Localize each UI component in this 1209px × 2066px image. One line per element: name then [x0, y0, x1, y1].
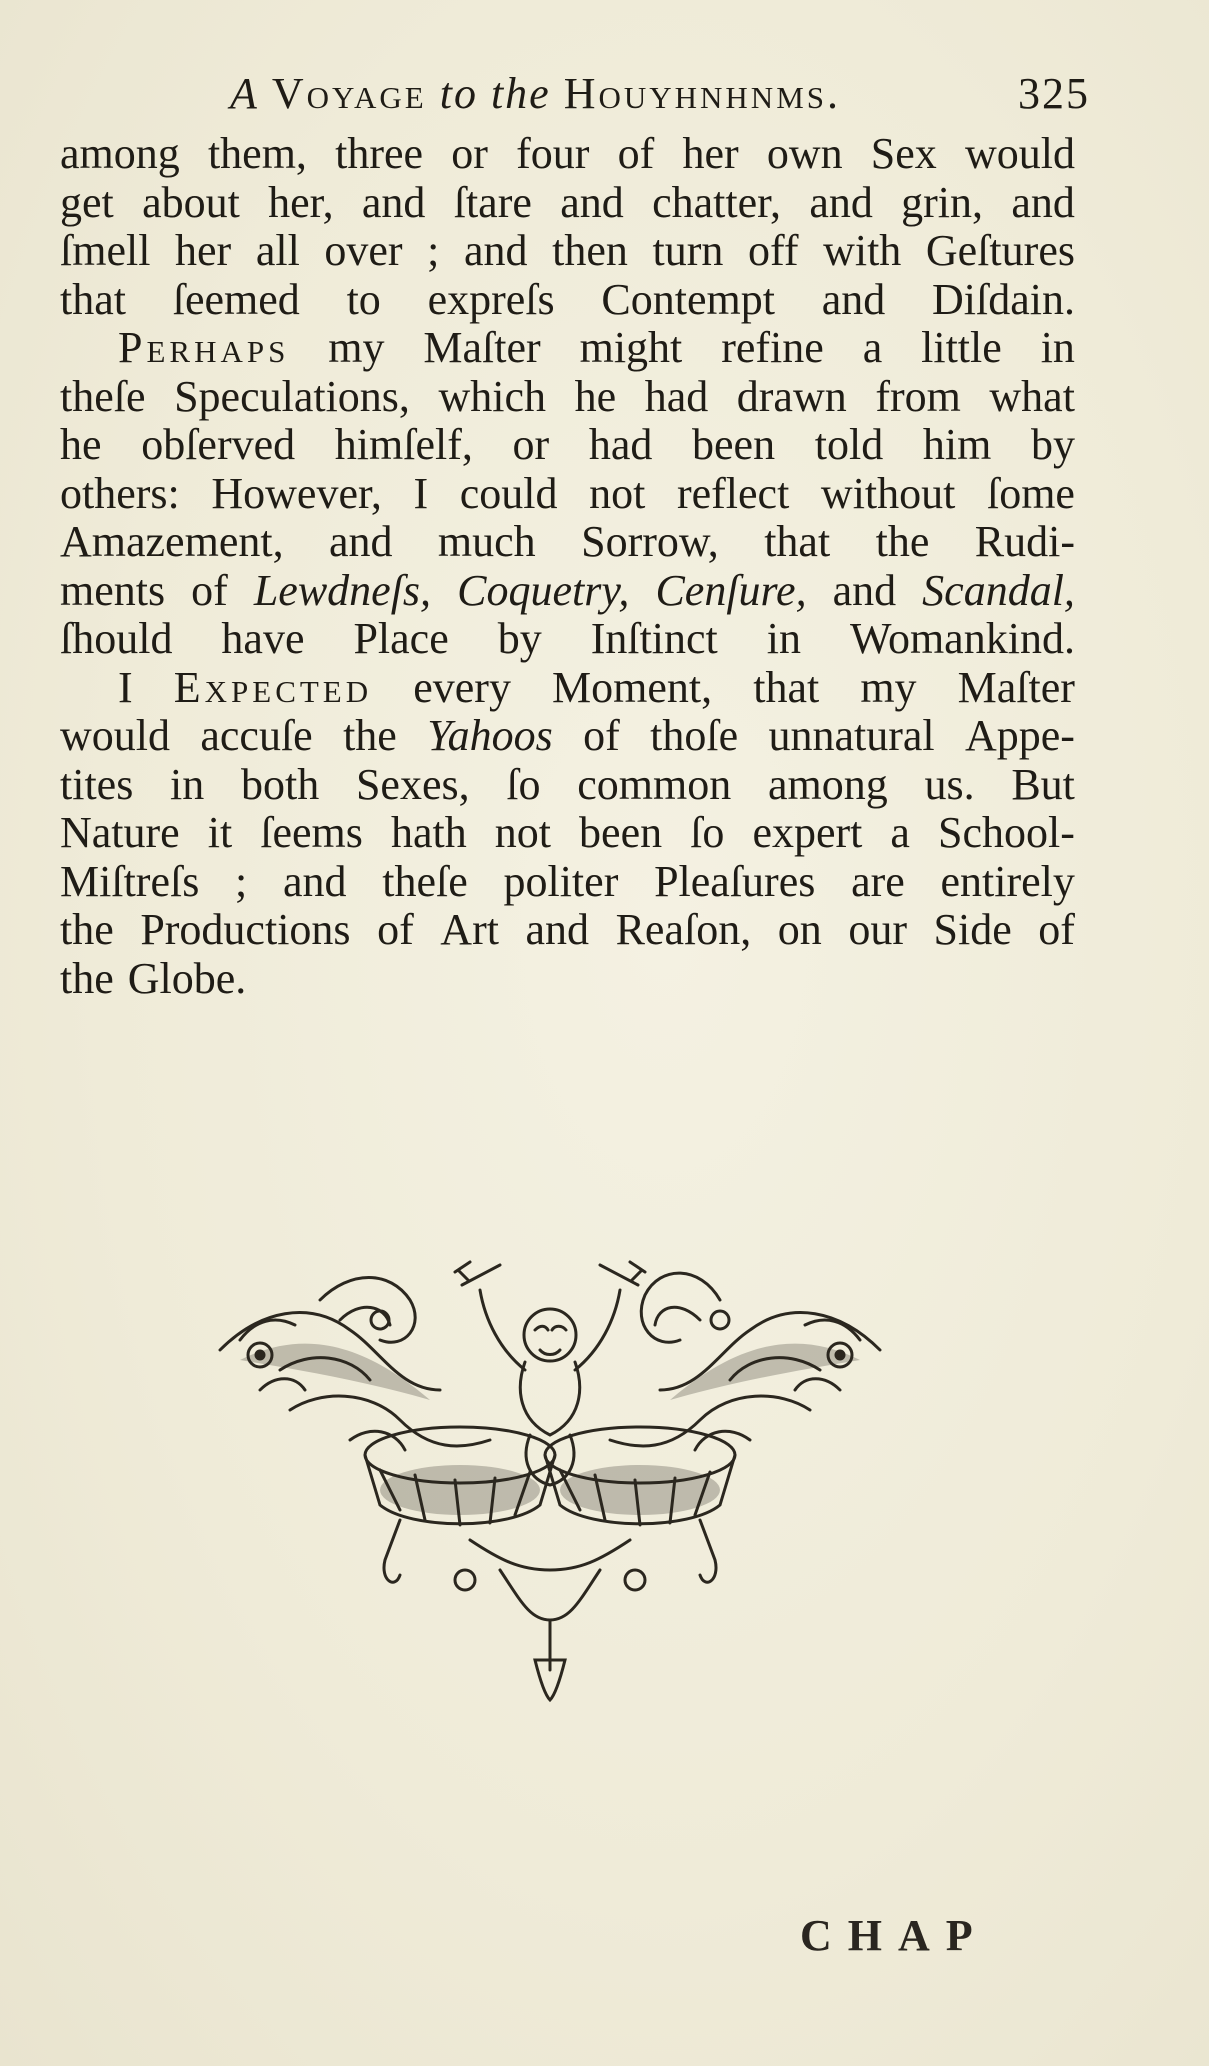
- word: expreſs: [427, 274, 555, 324]
- running-head: [220, 68, 1090, 128]
- word: told: [814, 420, 884, 469]
- text-line: [60, 712, 1075, 761]
- word: much: [437, 517, 536, 566]
- word: Art: [440, 905, 499, 954]
- word: have: [221, 614, 305, 663]
- word: our: [848, 905, 907, 954]
- word: been: [692, 420, 776, 469]
- word: accuſe: [200, 711, 313, 760]
- word: reflect: [676, 468, 790, 518]
- word: Sex: [870, 129, 937, 178]
- running-title-voyage: Voyage: [271, 69, 427, 118]
- text-line: [60, 761, 1075, 810]
- body-text: [60, 130, 1075, 1003]
- word: or: [512, 420, 550, 469]
- word: the: [60, 953, 114, 1003]
- word: ſeemed: [172, 274, 300, 324]
- word: get: [60, 177, 114, 227]
- text-line: [60, 664, 1075, 713]
- word: Yahoos: [427, 711, 553, 760]
- word: my: [328, 323, 385, 372]
- word: the: [875, 517, 930, 566]
- word: and: [1011, 177, 1075, 227]
- word: or: [451, 129, 488, 178]
- text-line: [60, 809, 1075, 858]
- word: politer: [503, 856, 619, 906]
- text-line: [60, 567, 1075, 616]
- word: he: [60, 420, 102, 469]
- word: drawn: [736, 371, 847, 421]
- word: us.: [924, 759, 975, 809]
- word: Expected: [173, 662, 373, 712]
- word: School-: [938, 808, 1075, 857]
- word: Side: [933, 905, 1012, 954]
- word: from: [875, 371, 961, 421]
- word: in: [1040, 323, 1075, 372]
- text-line: [60, 906, 1075, 955]
- word: four: [516, 129, 590, 178]
- word: Contempt: [601, 274, 775, 324]
- word: ſo: [690, 808, 725, 857]
- word: Geſtures: [925, 226, 1075, 275]
- word: ſtare: [453, 177, 532, 227]
- word: entirely: [940, 856, 1075, 906]
- text-line: [60, 227, 1075, 276]
- word: obſerved: [141, 420, 296, 469]
- word: and: [525, 905, 590, 954]
- word: might: [579, 323, 683, 372]
- word: he: [574, 371, 617, 421]
- word: Sorrow,: [581, 517, 719, 566]
- word: and: [464, 226, 528, 275]
- ornament-vignette: [200, 1240, 900, 1710]
- word: and: [809, 177, 873, 227]
- word: of: [377, 905, 414, 954]
- word: Lewdneſs,: [253, 565, 432, 615]
- word: and: [283, 856, 347, 906]
- word: Maſter: [957, 662, 1075, 712]
- text-line: [60, 518, 1075, 567]
- word: not: [494, 808, 551, 857]
- word: every: [413, 662, 511, 712]
- word: Coquetry,: [457, 565, 630, 615]
- word: Reaſon,: [615, 905, 752, 954]
- word: ;: [427, 226, 440, 275]
- page-number: 325: [1018, 69, 1090, 118]
- word: Appe-: [965, 711, 1075, 760]
- word: I: [413, 468, 429, 518]
- word: Nature: [60, 808, 180, 857]
- running-title: [230, 68, 841, 119]
- word: However,: [211, 468, 382, 518]
- word: off: [747, 226, 799, 275]
- word: to: [346, 274, 381, 324]
- word: her,: [268, 177, 334, 227]
- word: of: [617, 129, 655, 178]
- word: ;: [235, 856, 248, 906]
- text-line: [60, 179, 1075, 228]
- word: expert: [752, 808, 863, 857]
- word: own: [766, 129, 843, 178]
- word: theſe: [60, 371, 146, 421]
- word: common: [577, 759, 732, 809]
- word: not: [589, 468, 646, 518]
- word: Moment,: [552, 662, 713, 712]
- word: had: [588, 420, 653, 469]
- word: three: [335, 129, 424, 178]
- word: with: [823, 226, 902, 275]
- text-line: [60, 858, 1075, 907]
- text-line: [60, 130, 1075, 179]
- text-line: [60, 615, 1075, 664]
- text-line: [60, 324, 1075, 373]
- word: grin,: [901, 177, 984, 227]
- word: ſo: [506, 759, 541, 809]
- word: about: [142, 177, 240, 227]
- word: and: [361, 177, 426, 227]
- word: Speculations,: [174, 371, 410, 421]
- word: Diſdain.: [932, 274, 1075, 324]
- word: Scandal,: [922, 565, 1075, 615]
- word: then: [552, 226, 628, 275]
- word: Cenſure,: [655, 565, 807, 615]
- word: a: [890, 808, 910, 857]
- word: it: [207, 808, 233, 857]
- word: ments: [60, 565, 166, 615]
- text-line: [60, 470, 1075, 519]
- running-title-to-the: to the: [439, 69, 551, 118]
- word: all: [255, 226, 300, 275]
- word: and: [821, 274, 886, 324]
- word: had: [644, 371, 709, 421]
- word: could: [459, 468, 558, 518]
- word: by: [497, 614, 542, 663]
- word: that: [753, 662, 820, 712]
- word: in: [766, 614, 801, 663]
- word: turn: [652, 226, 724, 275]
- word: tites: [60, 759, 134, 809]
- word: ſhould: [60, 614, 173, 663]
- word: hath: [390, 808, 467, 857]
- text-line: [60, 421, 1075, 470]
- word: Rudi-: [974, 517, 1075, 566]
- word: among: [60, 129, 180, 178]
- word: the: [60, 905, 114, 954]
- word: ſome: [986, 468, 1075, 518]
- word: Globe.: [127, 953, 247, 1003]
- word: Maſter: [423, 323, 541, 372]
- word: her: [175, 226, 232, 275]
- word: I: [118, 662, 133, 712]
- word: Sexes,: [355, 759, 470, 809]
- word: unnatural: [768, 711, 935, 760]
- running-title-a: A: [230, 69, 259, 118]
- word: of: [191, 565, 228, 615]
- word: Place: [353, 614, 449, 663]
- word: on: [777, 905, 822, 954]
- text-line: [60, 373, 1075, 422]
- word: ſeems: [260, 808, 363, 857]
- text-line: [60, 955, 1075, 1004]
- word: thoſe: [650, 711, 739, 760]
- word: which: [438, 371, 547, 421]
- word: without: [820, 468, 956, 518]
- word: the: [343, 711, 397, 760]
- word: Miſtreſs: [60, 856, 200, 906]
- word: a: [862, 323, 883, 372]
- word: among: [767, 759, 888, 809]
- word: little: [921, 323, 1002, 372]
- word: that: [60, 274, 126, 324]
- catchword: CHAP: [800, 1911, 989, 1960]
- word: Perhaps: [118, 323, 290, 372]
- word: are: [851, 856, 905, 906]
- word: chatter,: [652, 177, 781, 227]
- word: both: [241, 759, 320, 809]
- word: my: [860, 662, 917, 712]
- word: Womankind.: [849, 614, 1075, 663]
- word: But: [1011, 759, 1075, 809]
- word: theſe: [382, 856, 468, 906]
- word: in: [170, 759, 205, 809]
- word: Amazement,: [60, 517, 284, 566]
- word: others:: [60, 468, 180, 518]
- word: and: [832, 565, 897, 615]
- word: Inſtinct: [590, 614, 718, 663]
- word: would: [60, 711, 170, 760]
- word: Pleaſures: [654, 856, 816, 906]
- word: and: [328, 517, 393, 566]
- word: ſmell: [60, 226, 151, 275]
- word: himſelf,: [334, 420, 473, 469]
- word: them,: [207, 129, 307, 178]
- word: Productions: [140, 905, 351, 954]
- word: refine: [721, 323, 824, 372]
- running-title-place: Houyhnhnms.: [563, 69, 841, 118]
- word: him: [922, 420, 992, 469]
- word: and: [560, 177, 624, 227]
- word: of: [1038, 905, 1075, 954]
- word: that: [764, 517, 831, 566]
- word: would: [964, 129, 1075, 178]
- word: by: [1030, 420, 1075, 469]
- word: of: [583, 711, 620, 760]
- text-line: [60, 276, 1075, 325]
- word: her: [682, 129, 739, 178]
- word: been: [579, 808, 663, 857]
- word: over: [324, 226, 403, 275]
- word: what: [989, 371, 1075, 421]
